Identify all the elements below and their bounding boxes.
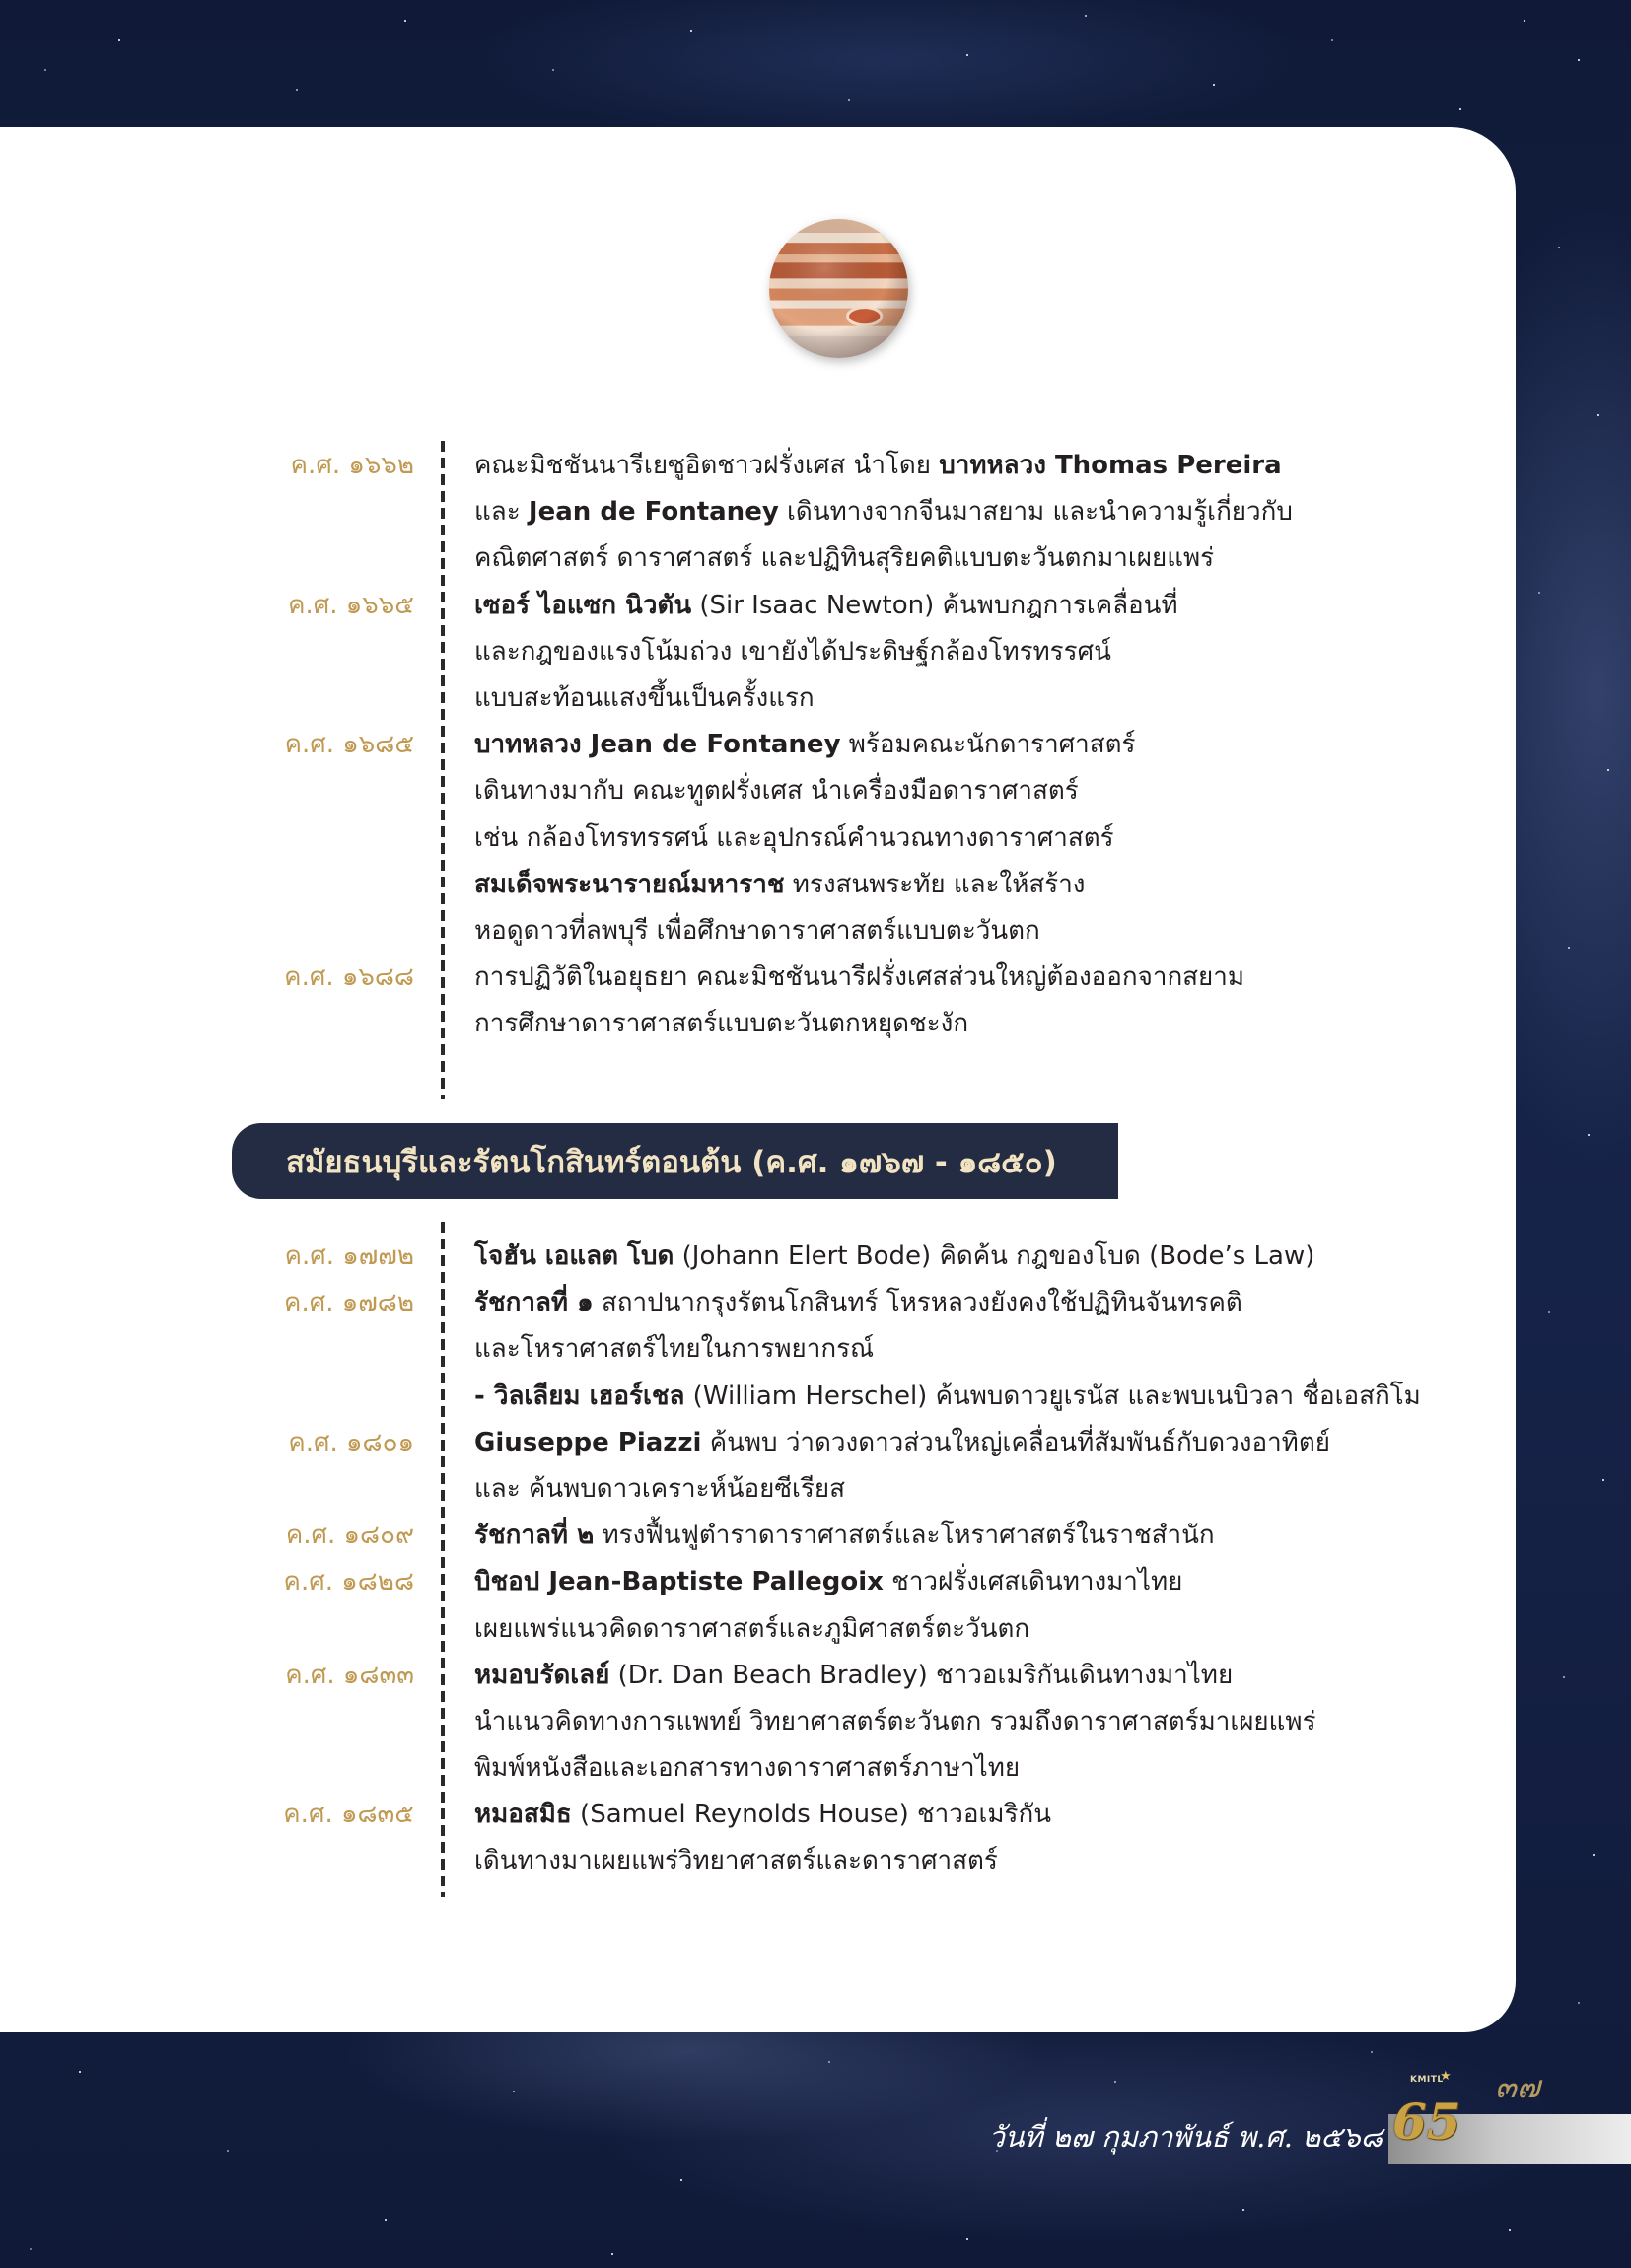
timeline-entry xyxy=(0,1234,1516,1280)
section-heading-banner xyxy=(232,1123,1118,1199)
footer-date: วันที่ ๒๗ กุมภาพันธ์ พ.ศ. ๒๕๖๘ xyxy=(988,2120,1383,2154)
entry-line xyxy=(474,1001,1516,1047)
entry-line xyxy=(474,1745,1516,1792)
body-text: ค้นพบ ว่าดวงดาวส่วนใหญ่เคลื่อนที่สัมพันธ์กับดวงอาทิตย์ xyxy=(701,1427,1330,1457)
body-text: สถาปนากรุงรัตนโกสินทร์ โหรหลวงยังคงใช้ปฏิทินจันทรคติ xyxy=(593,1288,1242,1318)
section-heading: สมัยธนบุรีและรัตนโกสินทร์ตอนต้น (ค.ศ. ๑๗๖๗ - ๑๘๕๐) xyxy=(286,1144,1057,1180)
timeline-section xyxy=(0,443,1516,1047)
bold-text: เซอร์ ไอแซก นิวตัน xyxy=(474,590,692,620)
bold-text: สมเด็จพระนารายณ์มหาราช xyxy=(474,869,785,899)
body-text: การปฏิวัติในอยุธยา คณะมิชชันนารีฝรั่งเศสส่วนใหญ่ต้องออกจากสยาม xyxy=(474,962,1245,993)
entry-line xyxy=(474,1792,1516,1838)
entry-year: ค.ศ. ๑๘๒๘ xyxy=(283,1567,414,1597)
entry-line xyxy=(474,675,1516,722)
entry-line xyxy=(474,1234,1516,1280)
entry-line xyxy=(474,1513,1516,1559)
entry-year: ค.ศ. ๑๖๘๕ xyxy=(284,730,414,760)
body-text: คณิตศาสตร์ ดาราศาสตร์ และปฏิทินสุริยคติแบบตะวันตกมาเผยแพร่ xyxy=(474,543,1215,574)
logo-number: 65 xyxy=(1392,2092,1461,2151)
body-text: และโหราศาสตร์ไทยในการพยากรณ์ xyxy=(474,1334,875,1365)
entry-line xyxy=(474,955,1516,1001)
body-text: (Samuel Reynolds House) ชาวอเมริกัน xyxy=(571,1800,1051,1830)
timeline-entry xyxy=(0,443,1516,583)
entry-year: ค.ศ. ๑๖๖๒ xyxy=(290,451,414,480)
body-text: พร้อมคณะนักดาราศาสตร์ xyxy=(840,730,1136,760)
jupiter-image xyxy=(769,219,908,358)
bold-text: - วิลเลียม เฮอร์เชล xyxy=(474,1381,685,1411)
body-text: ทรงฟื้นฟูตำราดาราศาสตร์และโหราศาสตร์ในราชสำนัก xyxy=(594,1521,1215,1551)
bold-text: โจฮัน เอแลต โบด xyxy=(474,1241,674,1271)
body-text: ชาวฝรั่งเศสเดินทางมาไทย xyxy=(883,1567,1183,1597)
entry-line xyxy=(474,1699,1516,1745)
entry-line xyxy=(474,815,1516,862)
entry-year: ค.ศ. ๑๖๖๕ xyxy=(288,590,414,620)
entry-line xyxy=(474,1606,1516,1653)
bold-text: บิชอป Jean-Baptiste Pallegoix xyxy=(474,1567,884,1597)
body-text: และ ค้นพบดาวเคราะห์น้อยซีเรียส xyxy=(474,1473,845,1504)
entry-line xyxy=(474,768,1516,815)
body-text: (Dr. Dan Beach Bradley) ชาวอเมริกันเดินทางมาไทย xyxy=(609,1660,1234,1690)
body-text: เดินทางจากจีนมาสยาม และนำความรู้เกี่ยวกับ xyxy=(778,497,1293,528)
timeline-entry xyxy=(0,955,1516,1047)
entry-year: ค.ศ. ๑๗๘๒ xyxy=(284,1288,414,1318)
body-text: พิมพ์หนังสือและเอกสารทางดาราศาสตร์ภาษาไทย xyxy=(474,1753,1021,1784)
entry-line xyxy=(474,1420,1516,1466)
body-text: (Sir Isaac Newton) ค้นพบกฎการเคลื่อนที่ xyxy=(691,590,1178,620)
logo-caption: KMITL xyxy=(1410,2075,1444,2085)
entry-line xyxy=(474,629,1516,675)
body-text: การศึกษาดาราศาสตร์แบบตะวันตกหยุดชะงัก xyxy=(474,1009,969,1039)
star-icon: ★ xyxy=(1440,2069,1452,2084)
bold-text: บาทหลวง Thomas Pereira xyxy=(939,451,1282,480)
timeline-entry xyxy=(0,1280,1516,1420)
entry-line xyxy=(474,862,1516,908)
timeline-section xyxy=(0,1234,1516,1885)
bold-text: Giuseppe Piazzi xyxy=(474,1427,702,1457)
starfield-background xyxy=(0,0,2,2)
bold-text: รัชกาลที่ ๒ xyxy=(474,1521,595,1551)
entry-year: ค.ศ. ๑๘๓๓ xyxy=(285,1660,414,1690)
entry-year: ค.ศ. ๑๘๐๑ xyxy=(288,1427,414,1457)
entry-line xyxy=(474,535,1516,582)
body-text: เดินทางมากับ คณะทูตฝรั่งเศส นำเครื่องมือดาราศาสตร์ xyxy=(474,776,1079,807)
entry-line xyxy=(474,1838,1516,1884)
bold-text: หมอสมิธ xyxy=(474,1800,572,1830)
entry-line xyxy=(474,1326,1516,1373)
entry-year: ค.ศ. ๑๘๓๕ xyxy=(283,1800,414,1830)
page-number: ๓๗ xyxy=(1495,2068,1540,2105)
entry-line xyxy=(474,1466,1516,1513)
entry-line xyxy=(474,1653,1516,1699)
body-text: เดินทางมาเผยแพร่วิทยาศาสตร์และดาราศาสตร์ xyxy=(474,1846,998,1877)
body-text: และกฎของแรงโน้มถ่วง เขายังได้ประดิษฐ์กล้องโทรทรรศน์ xyxy=(474,636,1111,667)
entry-year: ค.ศ. ๑๗๗๒ xyxy=(284,1241,414,1271)
body-text: ทรงสนพระทัย และให้สร้าง xyxy=(784,869,1086,899)
timeline-entry xyxy=(0,1420,1516,1513)
body-text: คณะมิชชันนารีเยซูอิตชาวฝรั่งเศส นำโดย xyxy=(474,451,940,480)
timeline-entry xyxy=(0,1792,1516,1884)
body-text: หอดูดาวที่ลพบุรี เพื่อศึกษาดาราศาสตร์แบบตะวันตก xyxy=(474,915,1040,946)
timeline-entry xyxy=(0,1559,1516,1652)
entry-line xyxy=(474,1559,1516,1605)
body-text: นำแนวคิดทางการแพทย์ วิทยาศาสตร์ตะวันตก รวมถึงดาราศาสตร์มาเผยแพร่ xyxy=(474,1706,1316,1736)
entry-line xyxy=(474,1374,1516,1420)
body-text: และ xyxy=(474,497,529,528)
bold-text: หมอบรัดเลย์ xyxy=(474,1660,610,1690)
entry-line xyxy=(474,443,1516,489)
entry-line xyxy=(474,1280,1516,1326)
timeline-entry xyxy=(0,583,1516,723)
entry-line xyxy=(474,489,1516,535)
bold-text: Jean de Fontaney xyxy=(528,497,779,528)
entry-line xyxy=(474,722,1516,768)
content-card xyxy=(0,127,1516,2032)
anniversary-logo xyxy=(1390,2069,1461,2165)
timeline-entry xyxy=(0,1513,1516,1559)
timeline-entry xyxy=(0,1653,1516,1793)
body-text: (William Herschel) ค้นพบดาวยูเรนัส และพบเนบิวลา ชื่อเอสกิโม xyxy=(684,1381,1421,1411)
bold-text: รัชกาลที่ ๑ xyxy=(474,1288,594,1318)
body-text: เผยแพร่แนวคิดดาราศาสตร์และภูมิศาสตร์ตะวันตก xyxy=(474,1613,1030,1644)
entry-year: ค.ศ. ๑๖๘๘ xyxy=(284,962,414,993)
entry-line xyxy=(474,908,1516,955)
body-text: (Johann Elert Bode) คิดค้น กฎของโบด (Bode’s Law) xyxy=(674,1241,1315,1271)
timeline-entry xyxy=(0,722,1516,955)
body-text: เช่น กล้องโทรทรรศน์ และอุปกรณ์คำนวณทางดาราศาสตร์ xyxy=(474,822,1114,853)
entry-line xyxy=(474,583,1516,629)
body-text: แบบสะท้อนแสงขึ้นเป็นครั้งแรก xyxy=(474,682,815,713)
bold-text: บาทหลวง Jean de Fontaney xyxy=(474,730,841,760)
entry-year: ค.ศ. ๑๘๐๙ xyxy=(285,1521,414,1551)
